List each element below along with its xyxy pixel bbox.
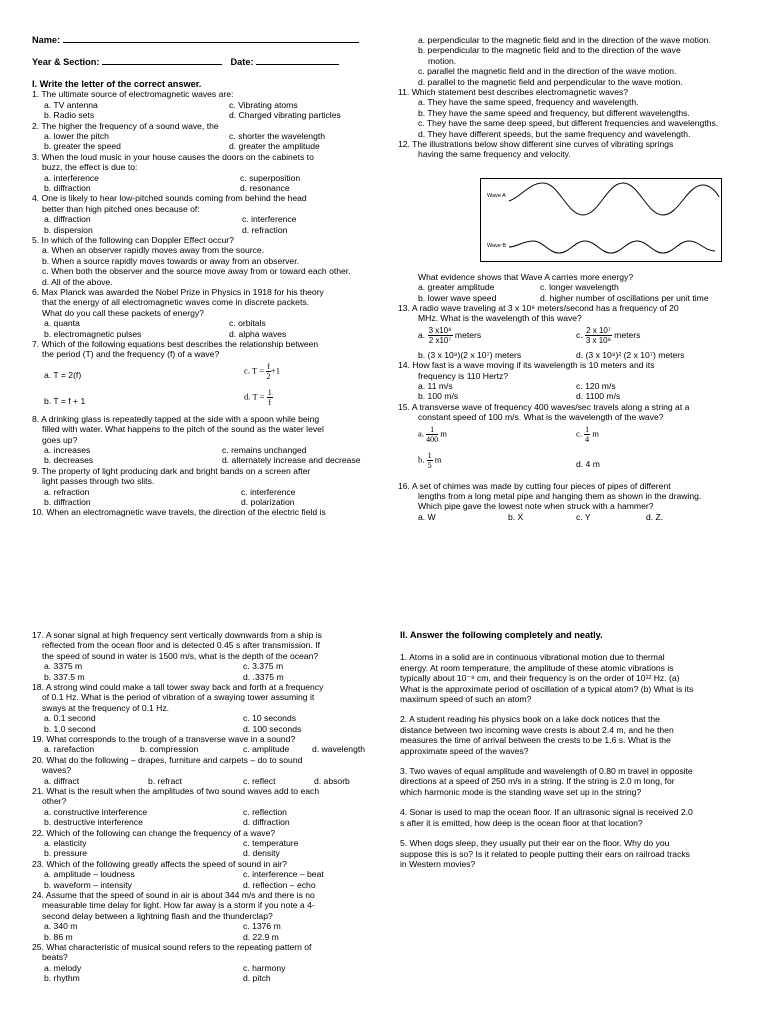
year-field[interactable]: [102, 55, 222, 65]
wave-b-curve: [509, 241, 715, 253]
q10-option-b[interactable]: b. perpendicular to the magnetic field and to the direction of the wave: [418, 45, 681, 56]
q19-options-row: [32, 744, 382, 754]
q24-options-row2: [32, 932, 382, 942]
q7-c-post: +1: [270, 365, 281, 376]
q3-option-c[interactable]: c. superposition: [240, 172, 301, 183]
q20-option-c[interactable]: c. reflect: [243, 775, 276, 786]
q7-text: 7. Which of the following equations best describes the relationship between: [32, 339, 319, 349]
q3-option-b[interactable]: b. diffraction: [44, 182, 91, 193]
q15-option-a[interactable]: [418, 425, 447, 444]
q6-option-a[interactable]: a. quanta: [44, 318, 80, 329]
q25-text: 25. What characteristic of musical sound refers to the repeating pattern of: [32, 941, 312, 952]
q13-c-num: 2 x 10⁷: [586, 325, 611, 335]
q15-options-row2: [398, 451, 758, 477]
q11-option-c[interactable]: c. They have the same deep speed, but different frequencies and wavelengths.: [418, 118, 719, 129]
q13-options-row1: [398, 326, 758, 350]
q12-option-d[interactable]: d. higher number of oscillations per unit time: [540, 292, 709, 303]
q11-text: 11. Which statement best describes electromagnetic waves?: [398, 87, 629, 98]
q22-text: 22. Which of the following can change the frequency of a wave?: [32, 827, 276, 838]
q5-option-a[interactable]: a. When an observer rapidly moves away from the source.: [42, 245, 265, 256]
q15-option-c[interactable]: [576, 425, 599, 444]
q15-c-fraction: [584, 425, 590, 444]
q7-option-b[interactable]: b. T = f + 1: [44, 395, 86, 406]
q8-options-row1: [32, 445, 372, 455]
q15-b-unit: m: [434, 454, 442, 465]
part2-item-1: [400, 652, 760, 704]
date-label: Date:: [230, 57, 254, 67]
q4-option-a[interactable]: a. diffraction: [44, 214, 91, 225]
q23-option-a[interactable]: a. amplitude – loudness: [44, 869, 135, 880]
q1-options-row1: [32, 100, 372, 110]
q20-text-cont: waves?: [42, 765, 72, 776]
q8-options-row2: [32, 455, 372, 465]
q20-option-a[interactable]: a. diffract: [44, 775, 80, 786]
q15-text: 15. A transverse wave of frequency 400 waves/sec travels along a string at a: [398, 401, 690, 412]
q24-text: 24. Assume that the speed of sound in air is about 344 m/s and there is no: [32, 889, 315, 900]
q13-c-unit: meters: [614, 329, 641, 340]
wave-b-label: Wave B: [487, 242, 507, 249]
q8-text: 8. A drinking glass is repeatedly tapped at the side with a spoon while being: [32, 413, 320, 424]
q7-option-a[interactable]: a. T = 2(f): [44, 369, 82, 380]
q21-text: 21. What is the result when the amplitudes of two sound waves add to each: [32, 786, 320, 796]
q19-option-d[interactable]: d. wavelength: [312, 744, 366, 755]
wave-a-curve: [509, 183, 719, 215]
q20-option-b[interactable]: b. refract: [148, 775, 182, 786]
q23-options-row1: [32, 869, 382, 879]
q15-option-d[interactable]: d. 4 m: [576, 458, 600, 469]
q2-option-c[interactable]: c. shorter the wavelength: [229, 131, 326, 141]
q13-a-den: 2 x10⁷: [428, 335, 452, 345]
q16-option-d[interactable]: d. Z.: [646, 511, 664, 522]
q21-option-c[interactable]: c. reflection: [243, 806, 287, 817]
q7-option-d[interactable]: [244, 388, 273, 407]
part2-item-2-line-3: measures the time of arrival between the crests to be 1.6 s. What is the: [400, 735, 671, 746]
q12-option-a[interactable]: a. greater amplitude: [418, 282, 495, 293]
part2-item-1-line-4: What is the approximate period of oscillation of a typical atom? (b) What is its: [400, 683, 694, 694]
q18-option-b[interactable]: b. 1.0 second: [44, 723, 96, 734]
left-bottom-column: [32, 630, 382, 984]
q2-options-row2: [32, 141, 372, 151]
q25-option-d[interactable]: d. pitch: [243, 973, 271, 984]
q15-a-num: 1: [426, 425, 438, 435]
q7-d-fraction: [267, 388, 273, 407]
q8-option-d[interactable]: d. alternately increase and decrease: [222, 455, 361, 466]
q20-options-row: [32, 776, 382, 786]
q3-text-cont: buzz, the effect is due to:: [42, 162, 138, 173]
q6-option-b[interactable]: b. electromagnetic pulses: [44, 328, 142, 339]
q14-option-a[interactable]: a. 11 m/s: [418, 381, 453, 392]
q12-wave-figure-area: [398, 160, 758, 272]
q19-option-b[interactable]: b. compression: [140, 744, 199, 755]
q17-text-cont1: reflected from the ocean floor and is detected 0.45 s after transmission. If: [42, 640, 321, 651]
q8-text-cont2: goes up?: [42, 434, 78, 445]
q7-option-c[interactable]: [244, 362, 280, 381]
q8-option-c[interactable]: c. remains unchanged: [222, 445, 307, 456]
q13-text: 13. A radio wave traveling at 3 x 10⁸ meters/second has a frequency of 20: [398, 303, 679, 314]
q7-d-den: f: [268, 397, 272, 407]
q15-options-row1: [398, 425, 758, 451]
q6-options-row1: [32, 318, 372, 328]
q21-option-b[interactable]: b. destructive interference: [44, 817, 143, 828]
q15-b-den: 5: [427, 460, 432, 470]
wave-figure: [480, 178, 722, 262]
q5-option-b[interactable]: b. When a source rapidly moves towards or away from an observer.: [42, 255, 299, 266]
q4-options-row2: [32, 225, 372, 235]
q3-options-row1: [32, 173, 372, 183]
q9-options-row2: [32, 497, 372, 507]
q17-text: 17. A sonar signal at high frequency sent vertically downwards from a ship is: [32, 630, 322, 640]
q5-option-d[interactable]: d. All of the above.: [42, 276, 113, 287]
q21-options-row2: [32, 817, 382, 827]
q20-text: 20. What do the following – drapes, furniture and carpets – do to sound: [32, 754, 303, 765]
q12-text-cont: having the same frequency and velocity.: [418, 149, 571, 160]
q13-option-a[interactable]: [418, 326, 481, 345]
q7-c-num: f: [267, 361, 270, 371]
q13-options-row2: [398, 350, 758, 360]
part2-item-5-line-3: in Western movies?: [400, 858, 476, 869]
q14-option-b[interactable]: b. 100 m/s: [418, 391, 459, 402]
q5-option-c[interactable]: c. When both the observer and the source move away from or toward each other.: [42, 266, 351, 277]
q7-c-den: 2: [266, 371, 271, 381]
q2-text: 2. The higher the frequency of a sound wave, the: [32, 120, 219, 131]
q1-text: 1. The ultimate source of electromagnetic waves are:: [32, 89, 234, 100]
q23-option-c[interactable]: c. interference – beat: [243, 869, 324, 880]
q9-option-c[interactable]: c. interference: [241, 486, 296, 497]
part2-item-3: [400, 766, 760, 797]
q23-options-row2: [32, 880, 382, 890]
part2-item-2-line-2: distance between two incoming wave crests is about 2.4 m, and he then: [400, 724, 674, 735]
part2-item-4-line-2: s after it is emitted, how deep is the ocean floor at that location?: [400, 817, 643, 828]
q13-a-unit: meters: [454, 329, 482, 340]
part2-item-3-line-2: directions at a speed of 250 m/s in a string. If the string is 2.0 m long, for: [400, 776, 675, 787]
q6-option-c[interactable]: c. orbitals: [229, 318, 266, 329]
q13-c-den: 3 x 10⁸: [585, 335, 611, 345]
q18-option-a[interactable]: a. 0.1 second: [44, 713, 96, 724]
q21-text-cont: other?: [42, 796, 67, 807]
part2-item-2-line-4: approximate speed of the waves?: [400, 745, 529, 756]
q12-question: What evidence shows that Wave A carries more energy?: [418, 271, 634, 282]
q10-option-d[interactable]: d. parallel to the magnetic field and perpendicular to the wave motion.: [418, 76, 683, 87]
q18-option-d[interactable]: d. 100 seconds: [243, 723, 302, 734]
q7-options-row1: [32, 362, 372, 388]
q1-option-d[interactable]: d. Charged vibrating particles: [229, 110, 341, 121]
q24-option-c[interactable]: c. 1376 m: [243, 921, 281, 932]
q12-option-c[interactable]: c. longer wavelength: [540, 282, 619, 293]
q1-option-a[interactable]: a. TV antenna: [44, 99, 98, 110]
part2-item-4: [400, 807, 760, 828]
q14-text: 14. How fast is a wave moving if its wavelength is 10 meters and its: [398, 360, 655, 371]
q24-options-row1: [32, 921, 382, 931]
q4-text-cont: better than high pitched ones because of:: [42, 203, 200, 214]
q15-option-b[interactable]: [418, 451, 441, 470]
right-top-column: [398, 35, 758, 522]
q7-d-prefix: d. T =: [244, 391, 265, 402]
q11-option-d[interactable]: d. They have different speeds, but the same frequency and wavelength.: [418, 128, 691, 139]
q20-option-d[interactable]: d. absorb: [314, 775, 350, 786]
part2-item-5: [400, 838, 760, 869]
q13-a-fraction: [428, 326, 453, 345]
q7-options-row2: [32, 388, 372, 414]
q25-option-b[interactable]: b. rhythm: [44, 973, 80, 984]
q9-option-b[interactable]: b. diffraction: [44, 497, 91, 508]
q9-text-cont: light passes through two slits.: [42, 476, 155, 487]
part2-item-5-line-2: suppose this is so? Is it related to people putting their ears on railroad tracks: [400, 848, 690, 859]
q1-option-c[interactable]: c. Vibrating atoms: [229, 99, 298, 110]
q14-options-row1: [398, 381, 758, 391]
part2-item-1-line-5: maximum speed of such an atom?: [400, 694, 532, 705]
year-date-row: [32, 55, 372, 79]
q16-options-row: [398, 512, 758, 522]
q12-text: 12. The illustrations below show different sine curves of vibrating springs: [398, 139, 674, 150]
q14-option-d[interactable]: d. 1100 m/s: [576, 391, 621, 402]
q13-c-prefix: c.: [576, 329, 583, 340]
q1-option-b[interactable]: b. Radio sets: [44, 110, 95, 121]
q3-option-d[interactable]: d. resonance: [240, 182, 290, 193]
q2-option-d[interactable]: d. greater the amplitude: [229, 141, 320, 152]
year-label: Year & Section:: [32, 57, 100, 67]
part2-item-5-line-1: 5. When dogs sleep, they usually put their ear on the floor. Why do you: [400, 838, 670, 849]
q2-option-a[interactable]: a. lower the pitch: [44, 131, 109, 141]
q4-option-b[interactable]: b. dispersion: [44, 224, 93, 235]
q5-text: 5. In which of the following can Doppler Effect occur?: [32, 234, 234, 245]
q23-option-d[interactable]: d. reflection – echo: [243, 879, 316, 890]
q9-text: 9. The property of light producing dark and bright bands on a screen after: [32, 465, 311, 476]
part2-item-1-line-1: 1. Atoms in a solid are in continuous vibrational motion due to thermal: [400, 652, 665, 663]
q14-text-cont: frequency is 110 Hertz?: [418, 370, 509, 381]
q24-text-cont2: second delay between a lightning flash and the thunderclap?: [42, 910, 273, 921]
q22-options-row1: [32, 838, 382, 848]
name-field[interactable]: [63, 33, 359, 43]
q3-option-a[interactable]: a. interference: [44, 172, 99, 183]
q25-text-cont: beats?: [42, 952, 68, 963]
q21-option-a[interactable]: a. constructive interference: [44, 806, 148, 817]
q15-c-num: 1: [585, 424, 590, 434]
q13-a-num: 3 x10⁸: [428, 325, 452, 335]
q9-option-d[interactable]: d. polarization: [241, 497, 295, 508]
q22-option-d[interactable]: d. density: [243, 848, 280, 859]
q16-text: 16. A set of chimes was made by cutting four pieces of pipes of different: [398, 480, 671, 491]
q17-options-row1: [32, 661, 382, 671]
q10-option-b-cont: motion.: [428, 55, 457, 66]
q12-option-b[interactable]: b. lower wave speed: [418, 292, 497, 303]
q9-option-a[interactable]: a. refraction: [44, 486, 90, 497]
q2-option-b[interactable]: b. greater the speed: [44, 141, 121, 152]
q15-a-unit: m: [440, 428, 447, 439]
q10-option-c[interactable]: c. parallel the magnetic field and in the direction of the wave motion.: [418, 66, 677, 77]
q15-a-prefix: a.: [418, 428, 424, 439]
q7-d-num: 1: [267, 387, 272, 397]
q14-options-row2: [398, 391, 758, 401]
part2-item-3-line-1: 3. Two waves of equal amplitude and wavelength of 0.80 m travel in opposite: [400, 766, 693, 777]
q22-option-a[interactable]: a. elasticity: [44, 838, 87, 848]
q25-options-row1: [32, 963, 382, 973]
q17-option-d[interactable]: d. .3375 m: [243, 671, 284, 682]
q4-text: 4. One is likely to hear low-pitched sounds coming from behind the head: [32, 193, 307, 204]
q13-a-prefix: a.: [418, 329, 426, 340]
q10-option-a[interactable]: a. perpendicular to the magnetic field and in the direction of the wave motion.: [418, 35, 711, 45]
q23-text: 23. Which of the following greatly affects the speed of sound in air?: [32, 858, 287, 869]
part2-item-2-line-1: 2. A student reading his physics book on a lake dock notices that the: [400, 714, 660, 725]
q18-options-row2: [32, 724, 382, 734]
q24-option-a[interactable]: a. 340 m: [44, 921, 78, 932]
q3-options-row2: [32, 183, 372, 193]
q4-option-d[interactable]: d. refraction: [242, 224, 288, 235]
q13-option-d[interactable]: d. (3 x 10⁸)² (2 x 10⁷) meters: [576, 349, 685, 360]
q18-text-cont2: sways at the frequency of 0.1 Hz.: [42, 702, 170, 713]
q12-options-row2: [398, 293, 758, 303]
q15-b-num: 1: [427, 450, 432, 460]
part2-title: II. Answer the following completely and neatly.: [400, 630, 603, 640]
q15-c-unit: m: [592, 428, 599, 439]
q17-option-c[interactable]: c. 3.375 m: [243, 661, 284, 672]
part2-item-1-line-2: energy. At room temperature, the amplitude of these atomic vibrations is: [400, 662, 674, 673]
q24-option-d[interactable]: d. 22.9 m: [243, 931, 279, 942]
q15-text-cont: constant speed of 100 m/s. What is the wavelength of the wave?: [418, 412, 664, 423]
q18-option-c[interactable]: c. 10 seconds: [243, 713, 297, 724]
q22-option-b[interactable]: b. pressure: [44, 848, 87, 859]
q25-options-row2: [32, 973, 382, 983]
q15-c-prefix: c.: [576, 428, 582, 439]
q11-option-b[interactable]: b. They have the same speed and frequency, but different wavelengths.: [418, 107, 690, 118]
q16-option-b[interactable]: b. X: [508, 511, 524, 522]
part1-title: I. Write the letter of the correct answer.: [32, 79, 202, 89]
q15-b-prefix: b.: [418, 454, 425, 465]
q17-text-cont2: the speed of sound in water is 1500 m/s, what is the depth of the ocean?: [42, 650, 319, 661]
q13-option-b[interactable]: b. (3 x 10⁸)(2 x 10⁷) meters: [418, 349, 522, 360]
q6-text: 6. Max Planck was awarded the Nobel Prize in Physics in 1918 for his theory: [32, 287, 324, 297]
q15-b-fraction: [427, 451, 433, 470]
wave-a-label: Wave A: [487, 192, 506, 199]
q8-option-a[interactable]: a. increases: [44, 445, 91, 456]
q24-text-cont1: measurable time delay for light. How far away is a storm if you note a 4-: [42, 900, 315, 911]
q16-option-a[interactable]: a. W: [418, 511, 436, 522]
q10-text: 10. When an electromagnetic wave travels, the direction of the electric field is: [32, 507, 326, 518]
part2-item-2: [400, 714, 760, 756]
part2-item-1-line-3: typically about 10⁻⁸ cm, and their frequency is on the order of 10¹² Hz. (a): [400, 673, 680, 684]
q19-text: 19. What corresponds to the trough of a transverse wave in a sound?: [32, 734, 296, 744]
q2-options-row1: [32, 131, 372, 141]
q17-option-b[interactable]: b. 337.5 m: [44, 671, 85, 682]
q18-text: 18. A strong wind could make a tall tower sway back and forth at a frequency: [32, 682, 324, 692]
q18-options-row1: [32, 713, 382, 723]
q15-c-den: 4: [585, 434, 590, 444]
q25-option-c[interactable]: c. harmony: [243, 962, 286, 973]
q6-text-cont2: What do you call these packets of energy?: [42, 307, 204, 318]
q23-option-b[interactable]: b. waveform – intensity: [44, 879, 132, 890]
q16-text-cont2: Which pipe gave the lowest note when struck with a hammer?: [418, 501, 654, 512]
q7-text-cont: the period (T) and the frequency (f) of a wave?: [42, 349, 220, 360]
q19-option-a[interactable]: a. rarefaction: [44, 744, 95, 755]
q8-option-b[interactable]: b. decreases: [44, 455, 94, 466]
q15-a-den: 400: [426, 434, 439, 444]
q18-text-cont1: of 0.1 Hz. What is the period of vibration of a swaying tower assuming it: [42, 692, 315, 703]
right-bottom-column: [400, 630, 760, 869]
q15-a-fraction: [426, 425, 438, 444]
q22-options-row2: [32, 848, 382, 858]
q16-text-cont1: lengths from a long metal pipe and hanging them as shown in the drawing.: [418, 491, 702, 502]
q8-text-cont1: filled with water. What happens to the pitch of the sound as the water level: [42, 424, 324, 435]
q16-option-c[interactable]: c. Y: [576, 511, 591, 522]
q11-option-a[interactable]: a. They have the same speed, frequency and wavelength.: [418, 97, 639, 108]
date-field[interactable]: [256, 55, 339, 65]
q3-text: 3. When the loud music in your house causes the doors on the cabinets to: [32, 151, 314, 162]
q25-option-a[interactable]: a. melody: [44, 962, 82, 973]
q13-text-cont: MHz. What is the wavelength of this wave?: [418, 313, 582, 324]
q13-c-fraction: [585, 326, 612, 345]
q14-option-c[interactable]: c. 120 m/s: [576, 381, 616, 392]
left-top-column: [32, 33, 372, 518]
q9-options-row1: [32, 487, 372, 497]
q6-options-row2: [32, 329, 372, 339]
q22-option-c[interactable]: c. temperature: [243, 838, 299, 848]
q4-option-c[interactable]: c. interference: [242, 214, 297, 225]
q19-option-c[interactable]: c. amplitude: [243, 744, 290, 755]
part2-item-3-line-3: which harmonic mode is the standing wave set up in the string?: [400, 786, 642, 797]
q17-option-a[interactable]: a. 3375 m: [44, 661, 83, 672]
name-label: Name:: [32, 35, 61, 45]
q12-options-row1: [398, 282, 758, 292]
q7-c-prefix: c. T =: [244, 365, 265, 376]
q1-options-row2: [32, 110, 372, 120]
q13-option-c[interactable]: [576, 326, 640, 345]
part2-item-4-line-1: 4. Sonar is used to map the ocean floor. If an ultrasonic signal is received 2.0: [400, 807, 693, 818]
name-row: [32, 33, 372, 55]
q17-options-row2: [32, 672, 382, 682]
wave-diagram: [481, 179, 721, 261]
q6-option-d[interactable]: d. alpha waves: [229, 328, 287, 339]
q21-options-row1: [32, 807, 382, 817]
q6-text-cont1: that the energy of all electromagnetic waves come in discrete packets.: [42, 297, 310, 308]
q21-option-d[interactable]: d. diffraction: [243, 817, 290, 828]
q24-option-b[interactable]: b. 86 m: [44, 931, 73, 942]
q4-options-row1: [32, 214, 372, 224]
